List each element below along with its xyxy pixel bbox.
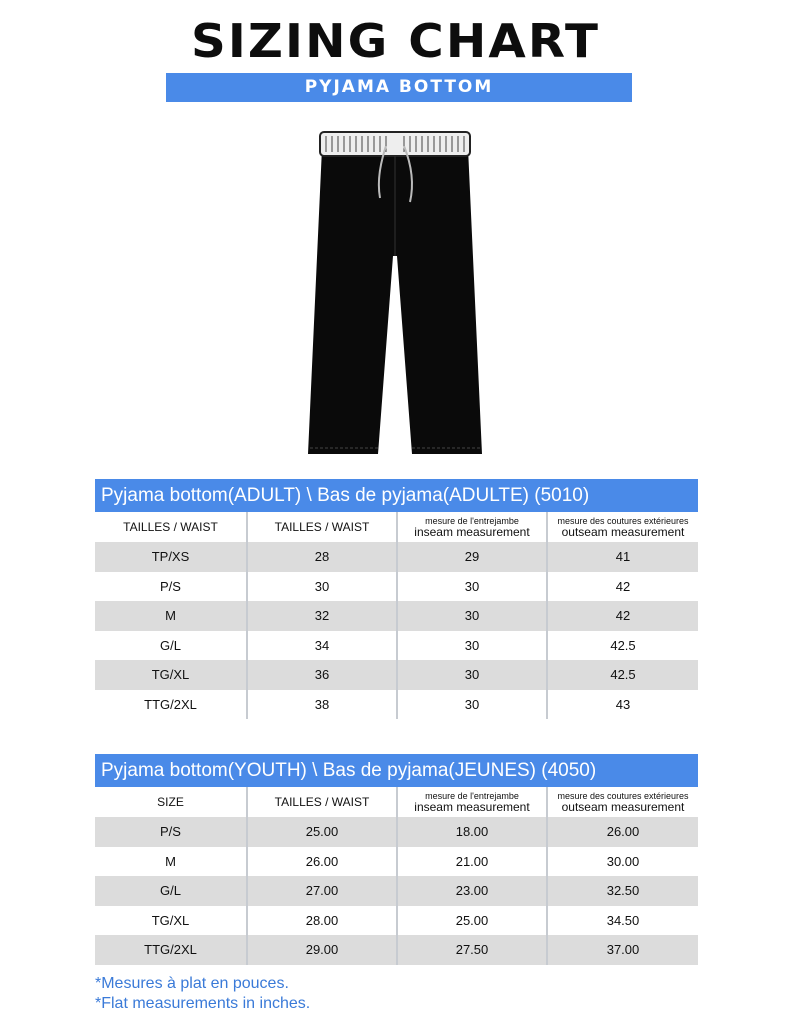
table-row xyxy=(95,817,698,847)
cell-inseam: 30 xyxy=(398,601,548,631)
cell-size: TTG/2XL xyxy=(95,690,248,720)
cell-size: TP/XS xyxy=(95,542,248,572)
cell-inseam: 23.00 xyxy=(398,876,548,906)
cell-size: G/L xyxy=(95,876,248,906)
header-outseam-fr: mesure des coutures extérieures xyxy=(557,790,689,801)
header-outseam-fr: mesure des coutures extérieures xyxy=(557,515,689,526)
cell-inseam: 30 xyxy=(398,631,548,661)
cell-outseam: 37.00 xyxy=(606,942,640,958)
cell-size: P/S xyxy=(95,572,248,602)
cell-waist: 28.00 xyxy=(248,906,398,936)
table-row xyxy=(95,572,698,602)
cell-waist: 25.00 xyxy=(248,817,398,847)
cell-size: M xyxy=(95,601,248,631)
youth-table-title: Pyjama bottom(YOUTH) \ Bas de pyjama(JEUNES) (4050) xyxy=(95,754,698,787)
table-row xyxy=(95,660,698,690)
cell-waist: 28 xyxy=(248,542,398,572)
cell-waist: 26.00 xyxy=(248,847,398,877)
table-row xyxy=(95,631,698,661)
header-inseam-fr: mesure de l'entrejambe xyxy=(425,515,519,526)
cell-size: TG/XL xyxy=(95,660,248,690)
header-size: TAILLES / WAIST xyxy=(95,512,248,542)
youth-size-table xyxy=(95,754,698,965)
cell-size: TG/XL xyxy=(95,906,248,936)
subtitle-banner: PYJAMA BOTTOM xyxy=(166,73,632,102)
header-outseam-en: outseam measurement xyxy=(561,799,685,814)
footnote-en: *Flat measurements in inches. xyxy=(95,995,311,1012)
pyjama-bottom-illustration xyxy=(300,126,490,458)
cell-inseam: 18.00 xyxy=(398,817,548,847)
footnote-fr: *Mesures à plat en pouces. xyxy=(95,975,289,992)
cell-waist: 36 xyxy=(248,660,398,690)
cell-outseam: 42 xyxy=(615,608,631,624)
adult-size-table xyxy=(95,479,698,719)
table-row xyxy=(95,690,698,720)
table-row xyxy=(95,542,698,572)
cell-inseam: 30 xyxy=(398,660,548,690)
header-inseam-fr: mesure de l'entrejambe xyxy=(425,790,519,801)
cell-outseam: 30.00 xyxy=(606,853,640,869)
cell-size: G/L xyxy=(95,631,248,661)
cell-outseam: 43 xyxy=(615,696,631,712)
header-outseam-en: outseam measurement xyxy=(561,524,685,539)
cell-size: M xyxy=(95,847,248,877)
cell-waist: 38 xyxy=(248,690,398,720)
table-row xyxy=(95,876,698,906)
cell-inseam: 29 xyxy=(398,542,548,572)
cell-inseam: 27.50 xyxy=(398,935,548,965)
cell-waist: 32 xyxy=(248,601,398,631)
cell-inseam: 21.00 xyxy=(398,847,548,877)
footnotes xyxy=(95,974,310,1014)
cell-waist: 29.00 xyxy=(248,935,398,965)
cell-waist: 30 xyxy=(248,572,398,602)
cell-outseam: 41 xyxy=(615,549,631,565)
header-inseam xyxy=(398,512,548,542)
table-row xyxy=(95,601,698,631)
header-waist: TAILLES / WAIST xyxy=(248,512,398,542)
table-row xyxy=(95,847,698,877)
cell-waist: 34 xyxy=(248,631,398,661)
cell-inseam: 30 xyxy=(398,690,548,720)
header-outseam xyxy=(548,512,698,542)
cell-inseam: 25.00 xyxy=(398,906,548,936)
table-header-row xyxy=(95,512,698,542)
header-waist: TAILLES / WAIST xyxy=(248,787,398,817)
header-outseam xyxy=(548,787,698,817)
header-size: SIZE xyxy=(95,787,248,817)
header-inseam-en: inseam measurement xyxy=(414,524,530,539)
cell-outseam: 26.00 xyxy=(606,824,640,840)
table-row xyxy=(95,935,698,965)
cell-size: TTG/2XL xyxy=(95,935,248,965)
cell-outseam: 32.50 xyxy=(606,883,640,899)
table-row xyxy=(95,906,698,936)
cell-size: P/S xyxy=(95,817,248,847)
cell-waist: 27.00 xyxy=(248,876,398,906)
cell-outseam: 42.5 xyxy=(610,667,636,683)
cell-outseam: 42.5 xyxy=(610,637,636,653)
header-inseam-en: inseam measurement xyxy=(414,799,530,814)
table-header-row xyxy=(95,787,698,817)
cell-outseam: 42 xyxy=(615,578,631,594)
page-title: SIZING CHART xyxy=(190,14,601,68)
cell-outseam: 34.50 xyxy=(606,912,640,928)
cell-inseam: 30 xyxy=(398,572,548,602)
header-inseam xyxy=(398,787,548,817)
adult-table-title: Pyjama bottom(ADULT) \ Bas de pyjama(ADULTE) (5010) xyxy=(95,479,698,512)
